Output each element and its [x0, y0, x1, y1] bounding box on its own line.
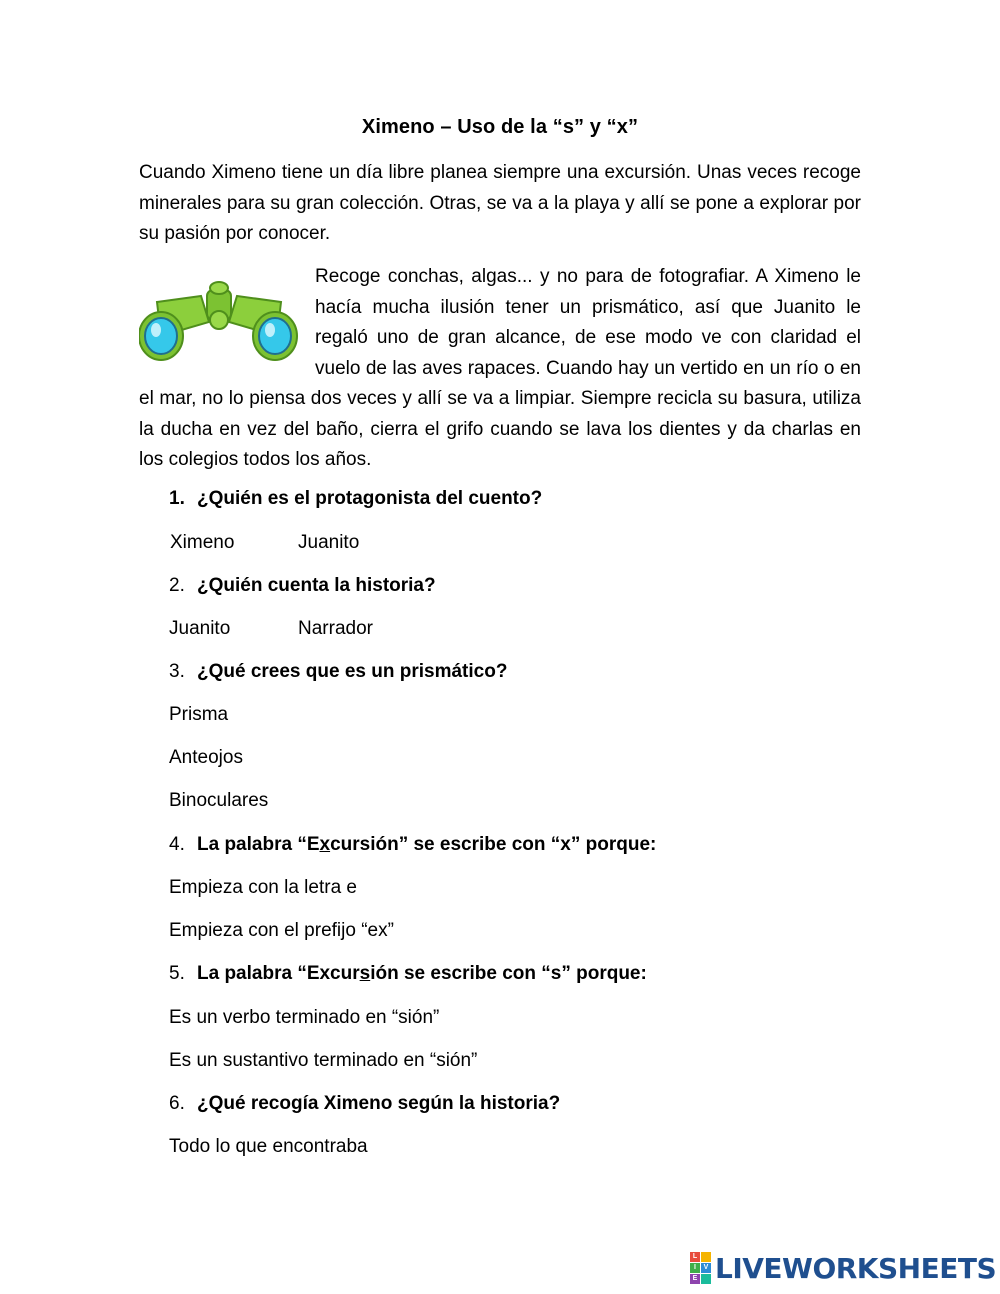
- option-q3-c[interactable]: Binoculares: [169, 790, 269, 811]
- option-q1-a[interactable]: Ximeno: [170, 532, 235, 553]
- question-3: [169, 661, 507, 683]
- question-number: 3.: [169, 661, 185, 682]
- option-q5-a[interactable]: Es un verbo terminado en “sión”: [169, 1007, 440, 1028]
- question-text-start: La palabra “Excur: [197, 963, 360, 984]
- question-number: 4.: [169, 834, 185, 855]
- option-q5-b[interactable]: Es un sustantivo terminado en “sión”: [169, 1050, 478, 1071]
- option-q4-b[interactable]: Empieza con el prefijo “ex”: [169, 920, 394, 941]
- paragraph-story-text: Recoge conchas, algas... y no para de fotografiar. A Ximeno le hacía mucha ilusión tener un prismático, así que Juanito le regaló uno de gran alcance, de ese modo ve con claridad el vuelo de las aves rapaces. Cuando hay un vertido en un río o en el mar, no lo piensa dos veces y allí se va a limpiar. Siempre recicla su basura, utiliza la ducha en vez del baño, cierra el grifo cuando se lava los dientes y da charlas en los colegios todos los años.: [139, 266, 861, 470]
- question-5: [169, 963, 647, 985]
- question-text-end: ión se escribe con “s” porque:: [370, 963, 647, 984]
- question-number: 2.: [169, 575, 185, 596]
- option-q2-b[interactable]: Narrador: [298, 618, 373, 639]
- question-text: ¿Qué crees que es un prismático?: [197, 661, 508, 682]
- question-2: [169, 575, 436, 597]
- paragraph-intro: Cuando Ximeno tiene un día libre planea siempre una excursión. Unas veces recoge minerales para su gran colección. Otras, se va a la playa y allí se pone a explorar por su pasión por conocer.: [139, 162, 861, 244]
- question-text-underlined: x: [319, 834, 331, 855]
- option-q1-b[interactable]: Juanito: [298, 532, 360, 553]
- question-1: [169, 488, 542, 510]
- question-text: ¿Quién es el protagonista del cuento?: [197, 488, 543, 509]
- question-number: 1.: [169, 488, 185, 509]
- option-q2-a[interactable]: Juanito: [169, 618, 231, 639]
- worksheet-title: Ximeno – Uso de la “s” y “x”: [361, 116, 639, 138]
- question-number: 6.: [169, 1093, 185, 1114]
- question-text: ¿Quién cuenta la historia?: [197, 575, 436, 596]
- question-number: 5.: [169, 963, 185, 984]
- liveworksheets-logo[interactable]: [690, 1252, 996, 1284]
- question-text: ¿Qué recogía Ximeno según la historia?: [197, 1093, 561, 1114]
- option-q3-b[interactable]: Anteojos: [169, 747, 243, 768]
- logo-text: LIVEWORKSHEETS: [715, 1251, 997, 1285]
- option-q4-a[interactable]: Empieza con la letra e: [169, 877, 357, 898]
- paragraph-story: [139, 262, 861, 476]
- question-text-underlined: s: [359, 963, 371, 984]
- option-q3-a[interactable]: Prisma: [169, 704, 229, 725]
- question-6: [169, 1093, 560, 1115]
- option-q6-a[interactable]: Todo lo que encontraba: [169, 1136, 368, 1157]
- question-4: [169, 834, 656, 856]
- question-text-start: La palabra “E: [197, 834, 320, 855]
- logo-cubes-icon: L I V E: [690, 1252, 711, 1284]
- question-text-end: cursión” se escribe con “x” porque:: [330, 834, 657, 855]
- binoculars-icon: [139, 274, 299, 374]
